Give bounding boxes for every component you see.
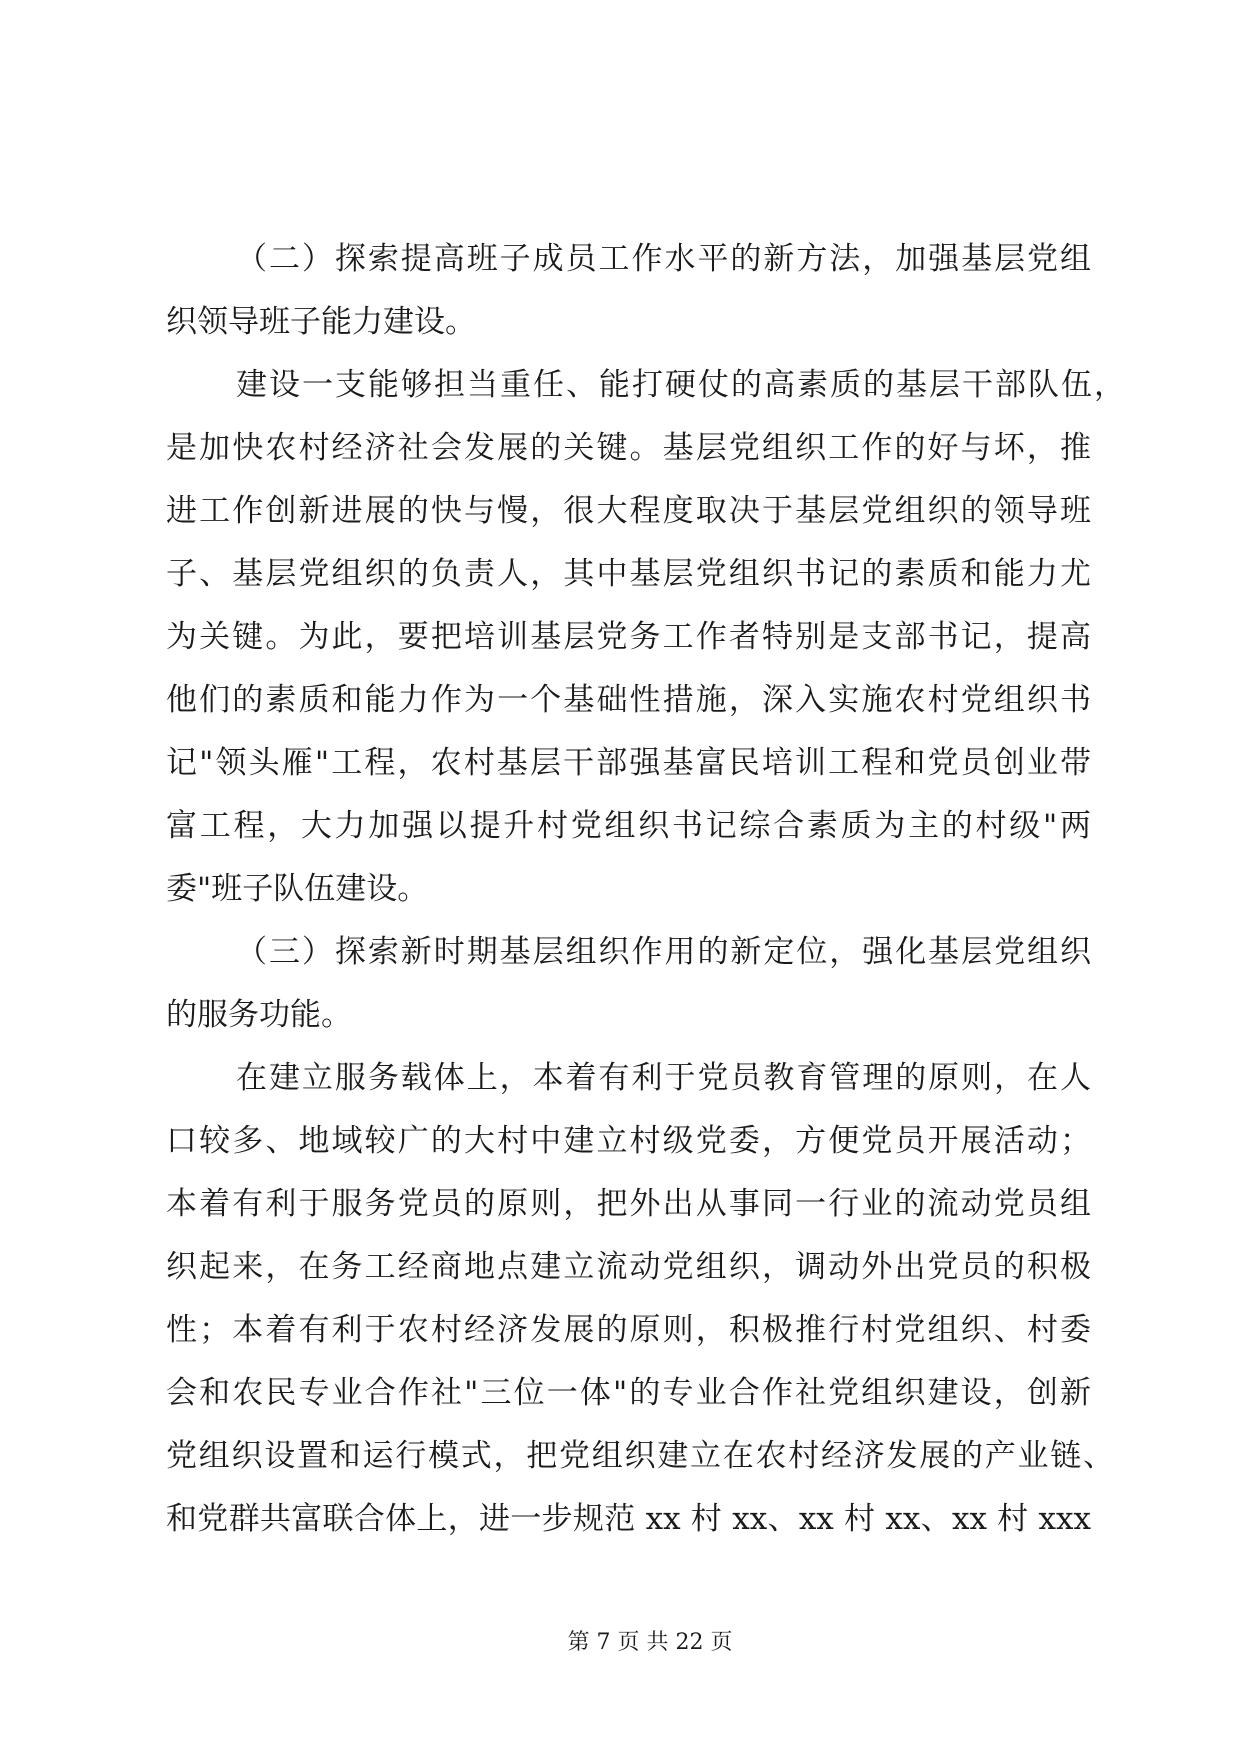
section-heading-three bbox=[166, 921, 1091, 1047]
text-line: 委"班子队伍建设。 bbox=[166, 871, 429, 907]
text-line: 织领导班子能力建设。 bbox=[166, 304, 476, 340]
document-body bbox=[166, 228, 1125, 1551]
text-line: 的服务功能。 bbox=[166, 997, 352, 1033]
text-line: 是加快农村经济社会发展的关键。基层党组织工作的好与坏，推 bbox=[166, 430, 1091, 466]
text-line: 性；本着有利于农村经济发展的原则，积极推行村党组织、村委 bbox=[166, 1312, 1091, 1348]
text-line: 在建立服务载体上，本着有利于党员教育管理的原则，在人 bbox=[236, 1060, 1091, 1096]
text-line: 党组织设置和运行模式，把党组织建立在农村经济发展的产业链、 bbox=[166, 1438, 1114, 1474]
text-line: 为关键。为此，要把培训基层党务工作者特别是支部书记，提高 bbox=[166, 619, 1091, 655]
text-line: 会和农民专业合作社"三位一体"的专业合作社党组织建设，创新 bbox=[166, 1375, 1091, 1411]
text-line: 建设一支能够担当重任、能打硬仗的高素质的基层干部队伍， bbox=[236, 367, 1125, 403]
text-line: 和党群共富联合体上，进一步规范 xx 村 xx、xx 村 xx、xx 村 xxx bbox=[166, 1501, 1091, 1537]
section-heading-two bbox=[166, 228, 1091, 354]
text-line: 织起来，在务工经商地点建立流动党组织，调动外出党员的积极 bbox=[166, 1249, 1091, 1285]
text-line: 他们的素质和能力作为一个基础性措施，深入实施农村党组织书 bbox=[166, 682, 1091, 718]
text-line: （三）探索新时期基层组织作用的新定位，强化基层党组织 bbox=[236, 934, 1091, 970]
paragraph-service-carrier bbox=[166, 1047, 1114, 1551]
text-line: 进工作创新进展的快与慢，很大程度取决于基层党组织的领导班 bbox=[166, 493, 1091, 529]
text-line: 本着有利于服务党员的原则，把外出从事同一行业的流动党员组 bbox=[166, 1186, 1091, 1222]
paragraph-cadre-team bbox=[166, 354, 1125, 921]
text-line: 富工程，大力加强以提升村党组织书记综合素质为主的村级"两 bbox=[166, 808, 1091, 844]
text-line: 记"领头雁"工程，农村基层干部强基富民培训工程和党员创业带 bbox=[166, 745, 1091, 781]
text-line: 口较多、地域较广的大村中建立村级党委，方便党员开展活动； bbox=[166, 1123, 1091, 1159]
text-line: 子、基层党组织的负责人，其中基层党组织书记的素质和能力尤 bbox=[166, 556, 1091, 592]
page-number-footer: 第 7 页 共 22 页 bbox=[567, 1630, 733, 1655]
text-line: （二）探索提高班子成员工作水平的新方法，加强基层党组 bbox=[236, 241, 1091, 277]
